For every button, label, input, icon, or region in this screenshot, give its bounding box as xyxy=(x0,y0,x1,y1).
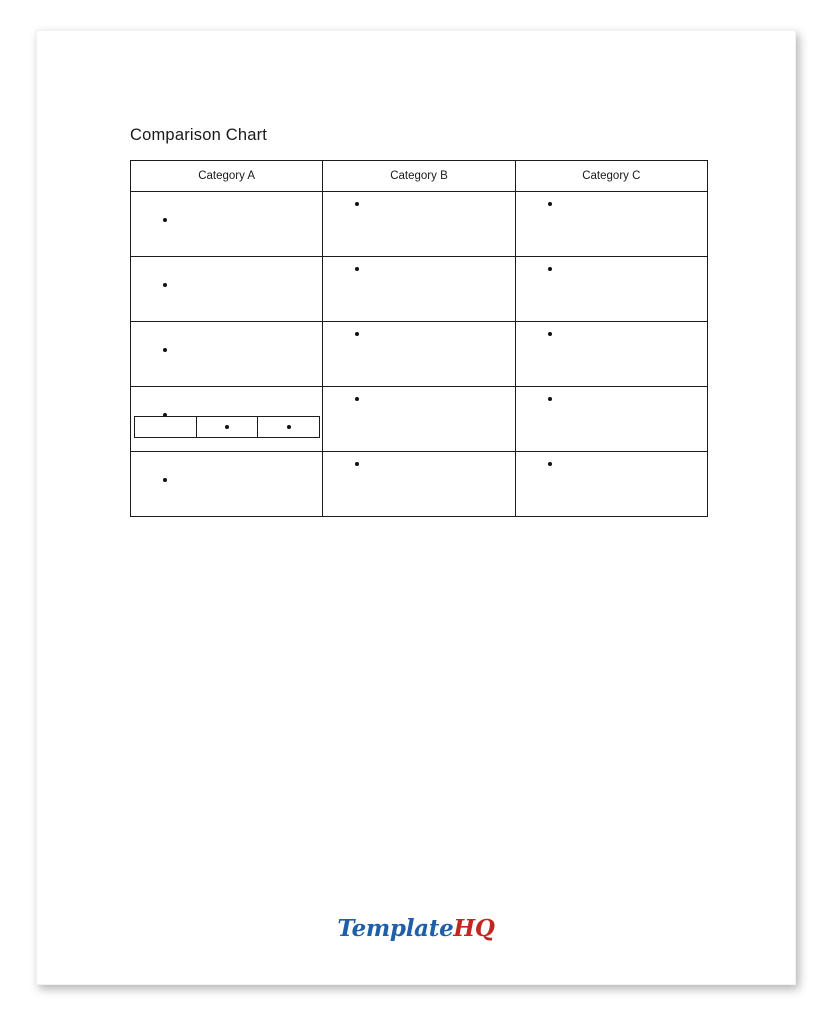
bullet-icon xyxy=(548,462,552,466)
bullet-icon xyxy=(163,478,167,482)
table-cell-b[interactable] xyxy=(323,192,515,257)
bullet-icon xyxy=(548,267,552,271)
table-cell-c[interactable] xyxy=(515,452,707,517)
table-header-row xyxy=(131,161,708,192)
table-row xyxy=(131,192,708,257)
table-cell-c[interactable] xyxy=(515,387,707,452)
table-row xyxy=(131,452,708,517)
table-cell-a[interactable] xyxy=(131,192,323,257)
bullet-icon xyxy=(355,397,359,401)
inline-strip-row[interactable] xyxy=(134,416,320,438)
document-sheet xyxy=(36,30,796,985)
bullet-icon xyxy=(548,202,552,206)
column-header-category-c: Category C xyxy=(515,161,707,192)
bullet-icon xyxy=(548,332,552,336)
strip-cell-2[interactable] xyxy=(197,417,259,437)
strip-cell-3[interactable] xyxy=(258,417,319,437)
table-row xyxy=(131,322,708,387)
table-cell-b[interactable] xyxy=(323,387,515,452)
strip-cell-1[interactable] xyxy=(135,417,197,437)
table-cell-c[interactable] xyxy=(515,192,707,257)
comparison-chart-table xyxy=(130,160,708,517)
bullet-icon xyxy=(287,425,291,429)
table-cell-b[interactable] xyxy=(323,322,515,387)
bullet-icon xyxy=(355,462,359,466)
bullet-icon xyxy=(163,348,167,352)
bullet-icon xyxy=(163,218,167,222)
column-header-category-a: Category A xyxy=(131,161,323,192)
bullet-icon xyxy=(355,202,359,206)
table-cell-b[interactable] xyxy=(323,257,515,322)
column-header-category-b: Category B xyxy=(323,161,515,192)
table-row xyxy=(131,257,708,322)
table-cell-c[interactable] xyxy=(515,257,707,322)
bullet-icon xyxy=(163,283,167,287)
bullet-icon xyxy=(355,332,359,336)
bullet-icon xyxy=(355,267,359,271)
table-cell-a[interactable] xyxy=(131,257,323,322)
table-cell-c[interactable] xyxy=(515,322,707,387)
table-cell-b[interactable] xyxy=(323,452,515,517)
page-title: Comparison Chart xyxy=(130,126,268,144)
bullet-icon xyxy=(225,425,229,429)
logo-text-hq: HQ xyxy=(453,915,495,942)
bullet-icon xyxy=(548,397,552,401)
footer-logo xyxy=(37,915,795,942)
table-cell-a[interactable] xyxy=(131,322,323,387)
logo-text-template: Template xyxy=(337,915,454,942)
table-cell-a[interactable] xyxy=(131,452,323,517)
